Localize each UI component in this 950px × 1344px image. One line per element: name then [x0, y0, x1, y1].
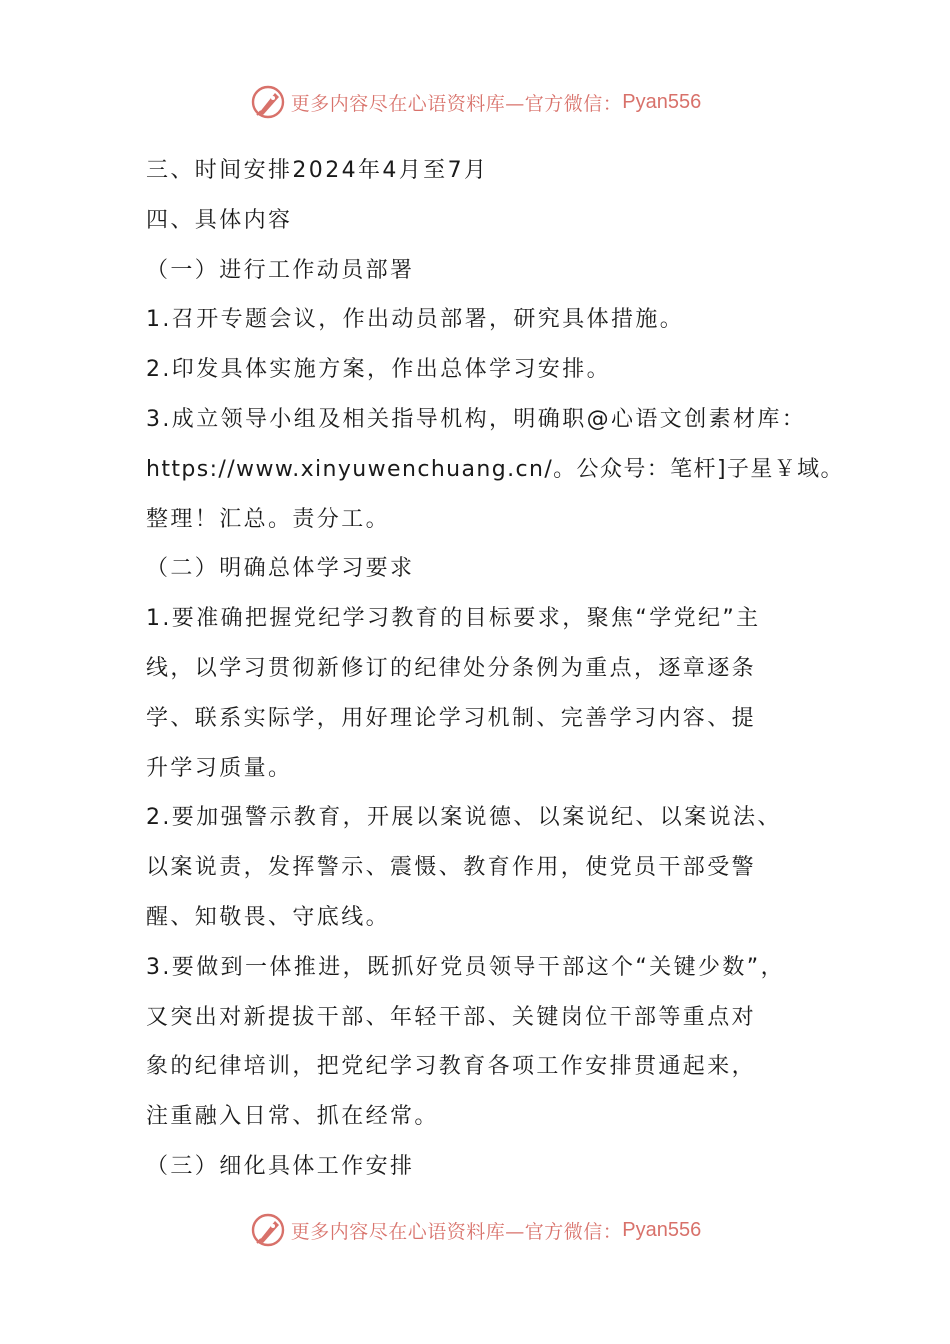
text-line: 3.要做到一体推进，既抓好党员领导干部这个“关键少数”，	[146, 954, 785, 980]
text-line: 以案说责，发挥警示、震慑、教育作用，使党员干部受警	[146, 855, 757, 881]
watermark-text: 更多内容尽在心语资料库—官方微信：	[290, 92, 623, 115]
document-body	[146, 146, 844, 1192]
text-line: （三）细化具体工作安排	[146, 1153, 415, 1179]
text-line: 学、联系实际学，用好理论学习机制、完善学习内容、提	[146, 705, 757, 731]
watermark-handle: Pyan556	[622, 1218, 702, 1241]
text-line: （二）明确总体学习要求	[146, 556, 415, 582]
text-line: 2.印发具体实施方案，作出总体学习安排。	[146, 357, 611, 383]
text-line: 线，以学习贯彻新修订的纪律处分条例为重点，逐章逐条	[146, 655, 757, 681]
pen-nib-circle-icon	[249, 1211, 287, 1249]
text-line: 象的纪律培训，把党纪学习教育各项工作安排贯通起来，	[146, 1054, 757, 1080]
watermark-text: 更多内容尽在心语资料库—官方微信：	[290, 1220, 623, 1243]
text-line: 1.召开专题会议，作出动员部署，研究具体措施。	[146, 307, 685, 333]
watermark-banner-top	[0, 80, 950, 124]
text-line: 升学习质量。	[146, 755, 293, 781]
text-line: 四、具体内容	[146, 207, 293, 233]
text-line: 2.要加强警示教育，开展以案说德、以案说纪、以案说法、	[146, 805, 782, 831]
pen-nib-circle-icon	[249, 83, 287, 121]
watermark-handle: Pyan556	[622, 90, 702, 113]
text-line: 3.成立领导小组及相关指导机构，明确职@心语文创素材库：	[146, 406, 807, 432]
text-line: 醒、知敬畏、守底线。	[146, 904, 391, 930]
text-line: https://www.xinyuwenchuang.cn/。公众号：笔杆]子星￥域。	[146, 456, 844, 482]
text-line: 三、时间安排2024年4月至7月	[146, 158, 489, 183]
text-line: 又突出对新提拔干部、年轻干部、关键岗位干部等重点对	[146, 1004, 757, 1030]
watermark-banner-bottom	[0, 1208, 950, 1252]
text-line: 注重融入日常、抓在经常。	[146, 1104, 439, 1130]
text-line: （一）进行工作动员部署	[146, 257, 415, 283]
text-line: 整理！汇总。责分工。	[146, 506, 391, 532]
text-line: 1.要准确把握党纪学习教育的目标要求，聚焦“学党纪”主	[146, 606, 761, 632]
